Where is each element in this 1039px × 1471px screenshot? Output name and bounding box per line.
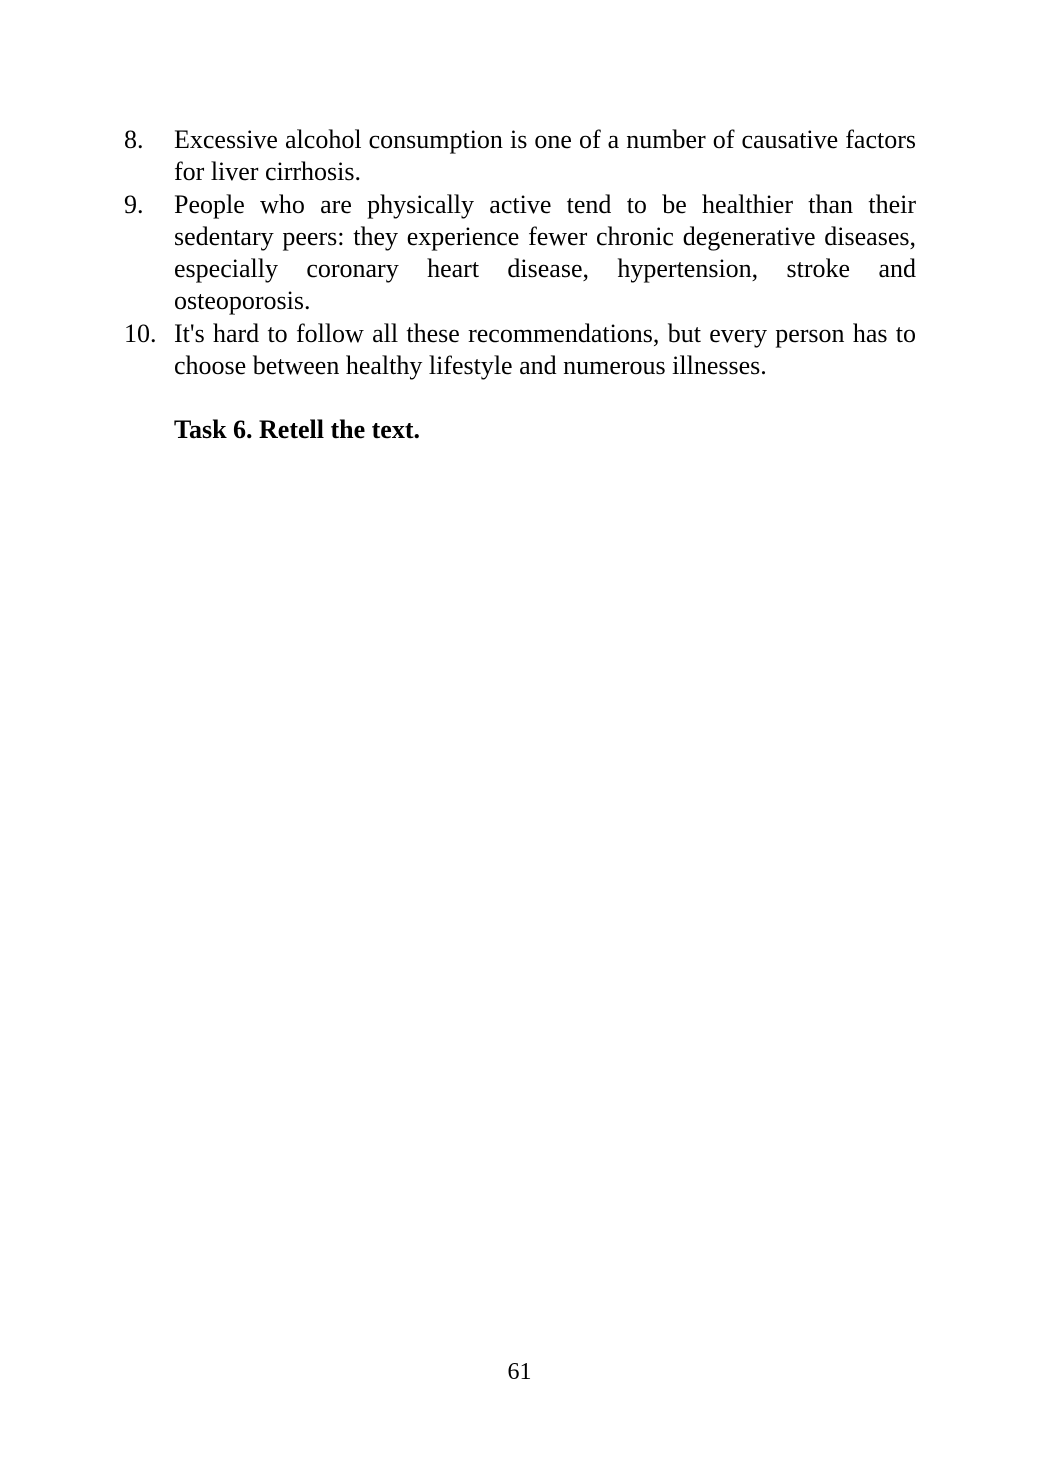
list-item — [124, 124, 916, 189]
task-heading: Task 6. Retell the text. — [174, 415, 421, 445]
page-number: 61 — [507, 1359, 532, 1385]
list-item-text: People who are physically active tend to be healthier than their sedentary peers: they experience fewer chronic degenerative diseases, especially coronary heart disease, hypertension, stroke and osteoporosis. — [174, 189, 916, 316]
page-content — [124, 124, 916, 446]
list-item-text: Excessive alcohol consumption is one of a number of causative factors for liver cirrhosis. — [174, 125, 916, 187]
list-item-number: 9. — [124, 189, 144, 219]
list-item-text: It's hard to follow all these recommendations, but every person has to choose between healthy lifestyle and numerous illnesses. — [174, 318, 916, 381]
list-item — [124, 318, 916, 383]
list-item-number: 10. — [124, 318, 157, 348]
numbered-list — [124, 124, 916, 382]
list-item — [124, 189, 916, 318]
list-item-number: 8. — [124, 125, 144, 154]
